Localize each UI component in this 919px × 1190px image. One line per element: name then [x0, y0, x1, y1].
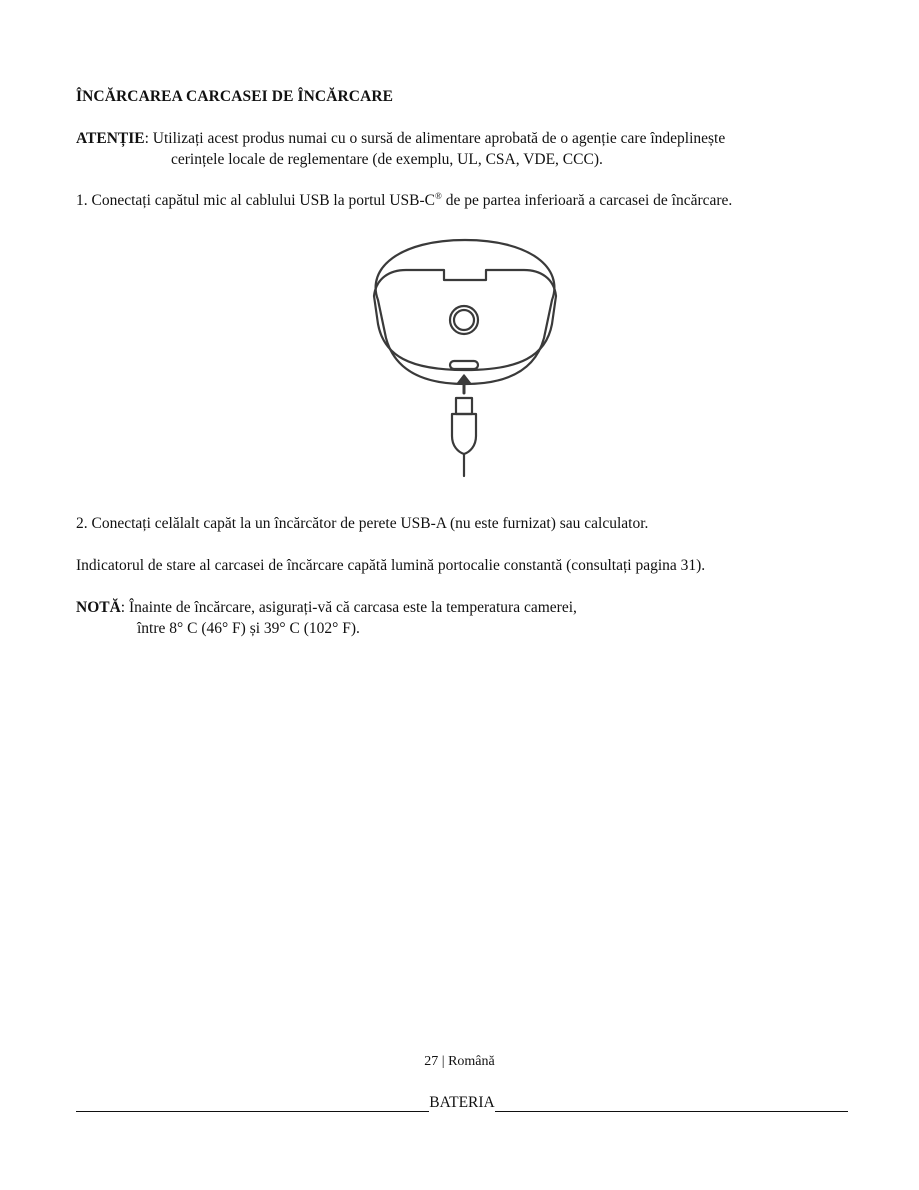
note-label: NOTĂ: [76, 599, 121, 616]
step-1-text-after: de pe partea inferioară a carcasei de încărcare.: [441, 192, 733, 209]
footer-section-rule: [76, 1094, 848, 1112]
step-1: [76, 192, 732, 210]
charging-case-usb-c-icon: [360, 238, 570, 478]
footer-section-title: BATERIA: [429, 1094, 495, 1111]
registered-mark: ®: [435, 191, 442, 201]
footer-rule-right: [495, 1095, 848, 1112]
section-heading: ÎNCĂRCAREA CARCASEI DE ÎNCĂRCARE: [76, 88, 394, 105]
step-1-text-before: 1. Conectați capătul mic al cablului USB la portul USB-C: [76, 192, 436, 209]
warning-label: ATENȚIE: [76, 130, 145, 147]
step-2: 2. Conectați celălalt capăt la un încărcător de perete USB-A (nu este furnizat) sau calculator.: [76, 515, 649, 532]
page-number: 27 | Română: [424, 1054, 495, 1069]
footer-rule-left: [76, 1095, 429, 1112]
note-line-1: [76, 599, 577, 617]
warning-line-2: cerințele locale de reglementare (de exemplu, UL, CSA, VDE, CCC).: [171, 151, 603, 168]
warning-text-1: : Utilizați acest produs numai cu o sursă de alimentare aprobată de o agenție care îndeplinește: [144, 130, 726, 147]
warning-line-1: [76, 130, 725, 148]
note-line-2: între 8° C (46° F) și 39° C (102° F).: [137, 620, 360, 637]
note-text-1: : Înainte de încărcare, asigurați-vă că carcasa este la temperatura camerei,: [120, 599, 577, 616]
status-indicator-text: Indicatorul de stare al carcasei de încărcare capătă lumină portocalie constantă (consultați pagina 31).: [76, 557, 706, 574]
charging-case-illustration: [360, 238, 570, 478]
